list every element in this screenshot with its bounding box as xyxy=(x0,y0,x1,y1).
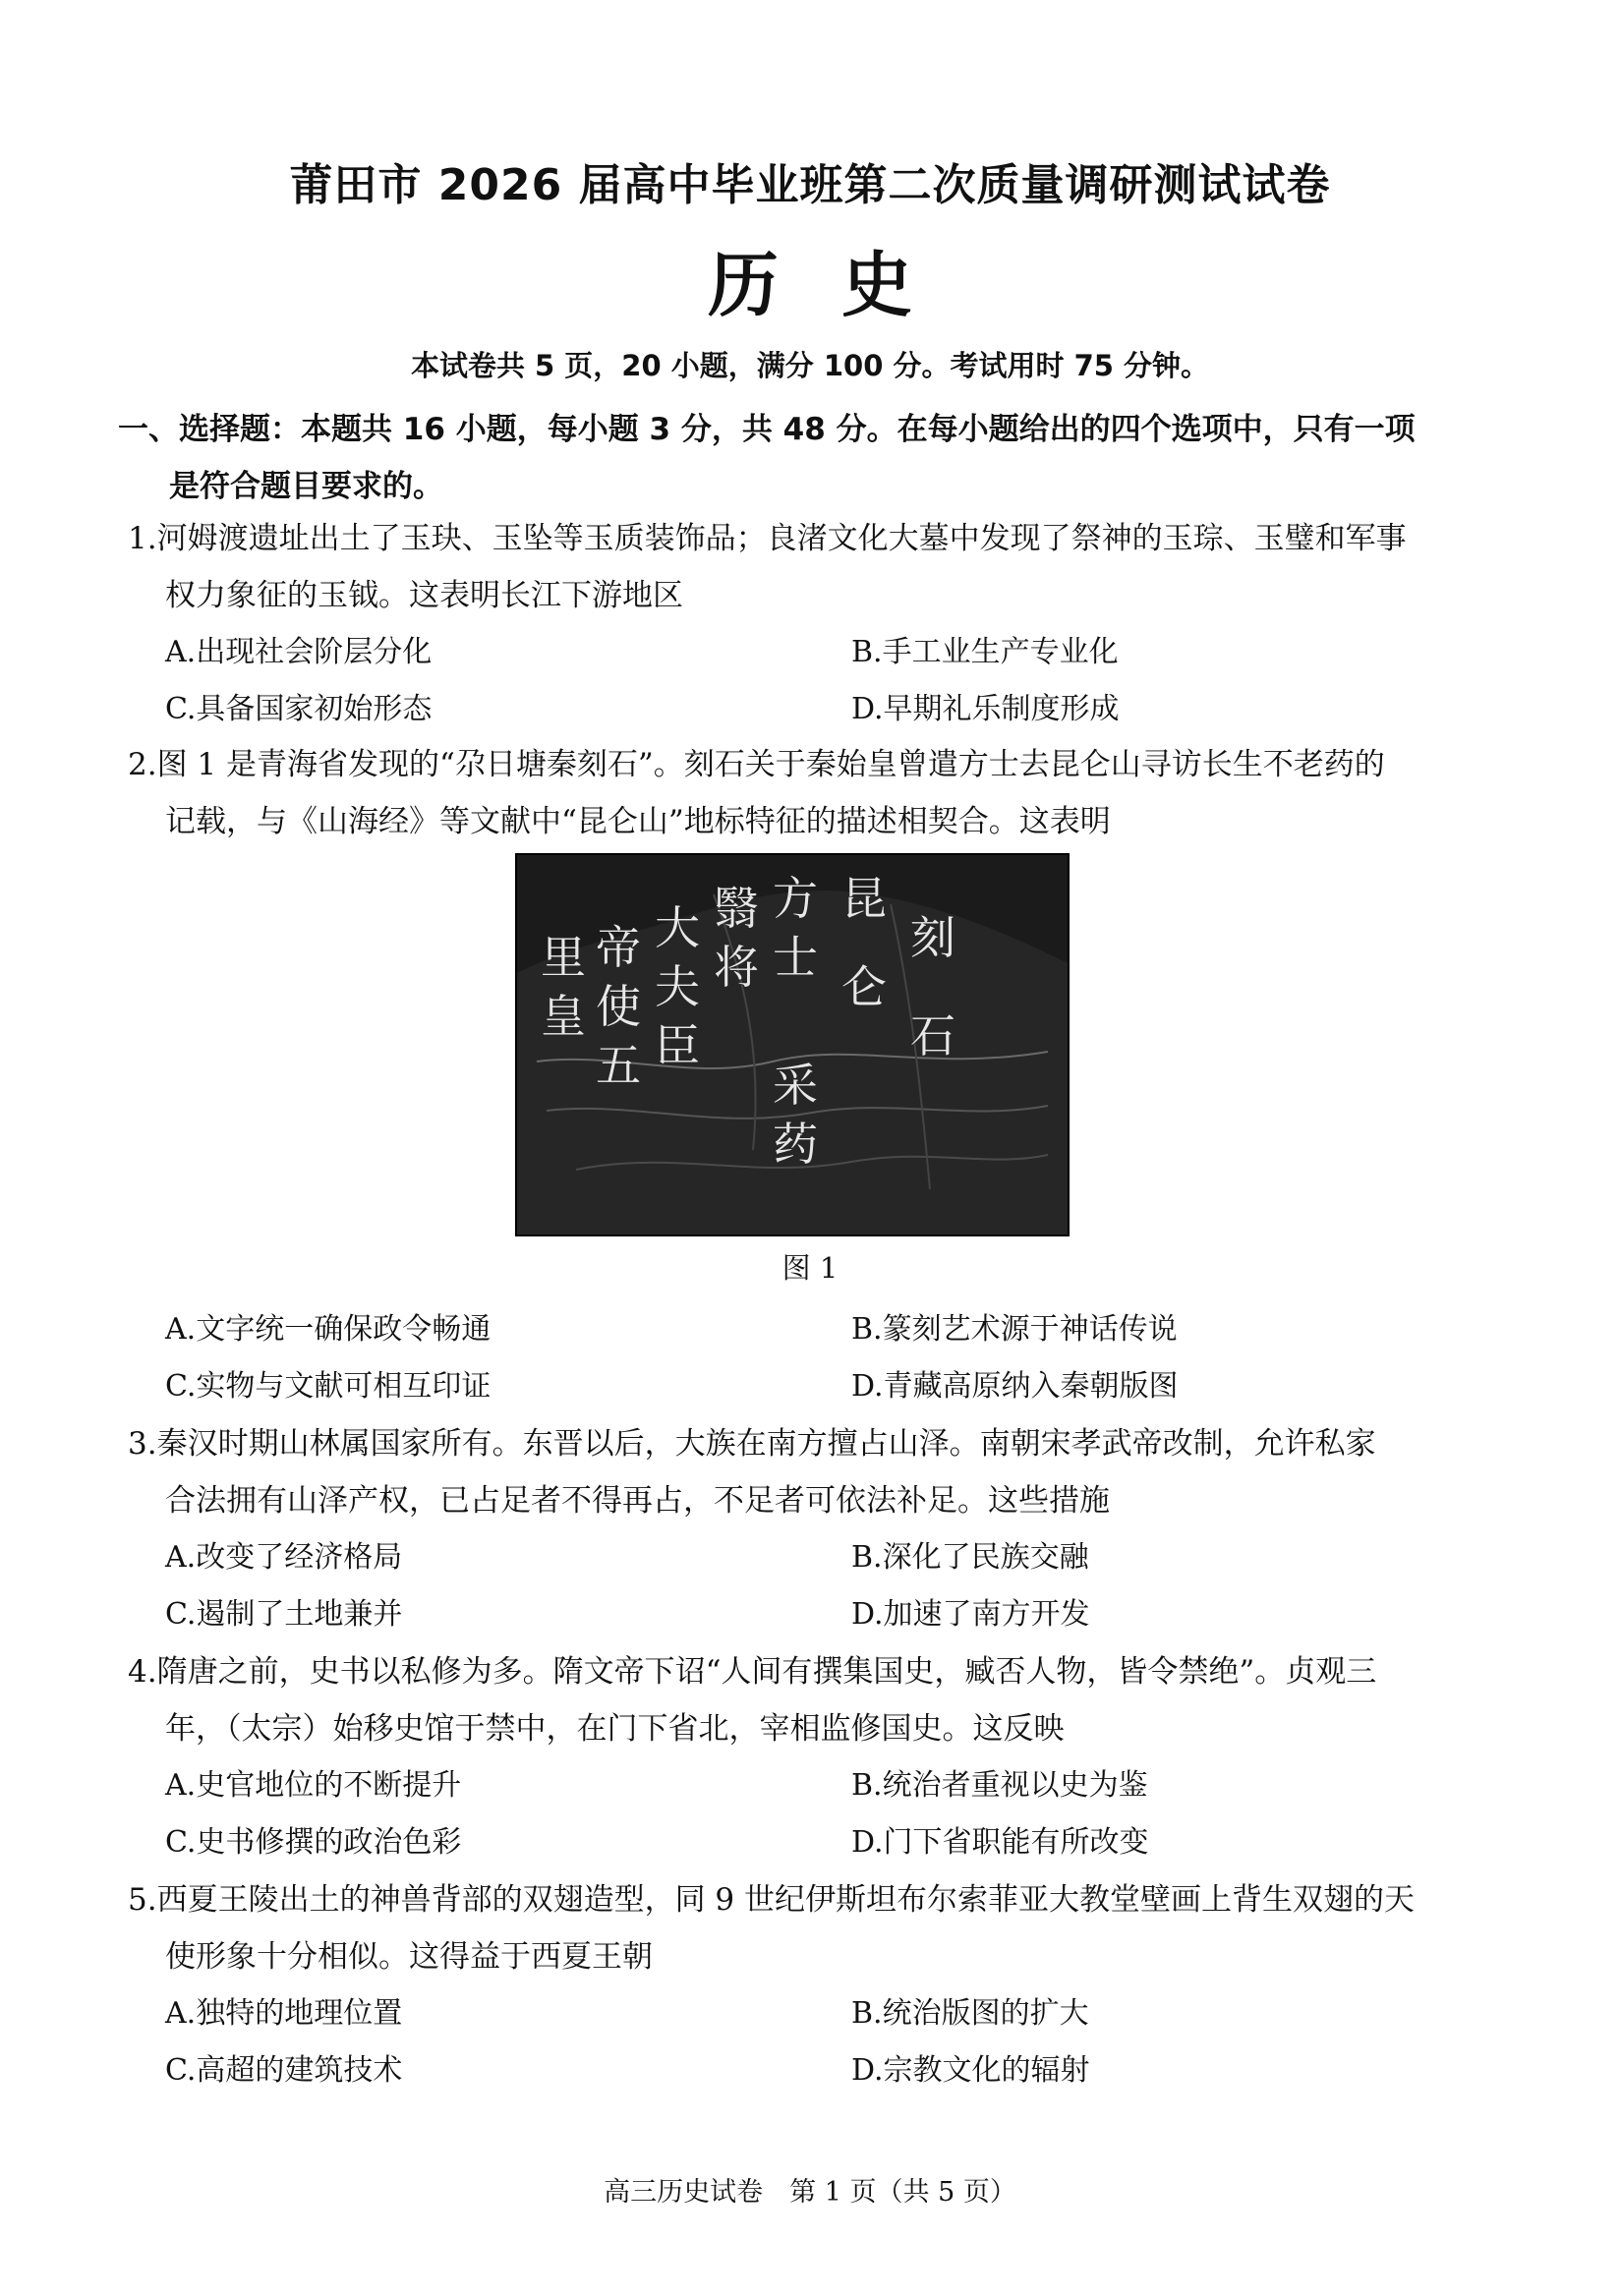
inscription-glyph: 五 xyxy=(596,1039,641,1092)
question-4-line1: 4.隋唐之前，史书以私修为多。隋文帝下诏“人间有撰集国史，臧否人物，皆令禁绝”。贞观三 xyxy=(128,1654,1377,1690)
question-2-option-a[interactable]: A.文字统一确保政令畅通 xyxy=(165,1312,492,1347)
exam-instructions: 本试卷共 5 页，20 小题，满分 100 分。考试用时 75 分钟。 xyxy=(410,349,1210,382)
section-header-line2: 是符合题目要求的。 xyxy=(169,469,443,504)
section-header xyxy=(118,401,1494,515)
question-2-option-d[interactable]: D.青藏高原纳入秦朝版图 xyxy=(851,1369,1179,1404)
inscription-glyph: 里 xyxy=(541,931,586,984)
question-5-line1: 5.西夏王陵出土的神兽背部的双翅造型，同 9 世纪伊斯坦布尔索菲亚大教堂壁画上背生双翅的天 xyxy=(128,1882,1416,1918)
question-3-line1: 3.秦汉时期山林属国家所有。东晋以后，大族在南方擅占山泽。南朝宋孝武帝改制，允许私家 xyxy=(128,1426,1376,1462)
question-1-line2: 权力象征的玉钺。这表明长江下游地区 xyxy=(165,578,683,613)
inscription-glyph: 士 xyxy=(773,931,818,984)
question-5-line2: 使形象十分相似。这得益于西夏王朝 xyxy=(165,1939,653,1975)
section-header-line1: 一、选择题：本题共 16 小题，每小题 3 分，共 48 分。在每小题给出的四个选项中，只有一项 xyxy=(118,412,1416,447)
question-2-option-c[interactable]: C.实物与文献可相互印证 xyxy=(165,1369,492,1404)
question-3-option-c[interactable]: C.遏制了土地兼并 xyxy=(165,1597,403,1632)
inscription-stone-image xyxy=(517,855,1068,1234)
question-1-option-a[interactable]: A.出现社会阶层分化 xyxy=(165,635,433,669)
subject-title: 历史 xyxy=(707,244,975,326)
figure-caption: 图 1 xyxy=(781,1251,839,1285)
inscription-glyph: 方 xyxy=(773,872,818,925)
question-3-option-b[interactable]: B.深化了民族交融 xyxy=(851,1540,1089,1575)
inscription-glyph: 药 xyxy=(773,1118,818,1171)
question-5-option-c[interactable]: C.高超的建筑技术 xyxy=(165,2053,403,2088)
question-4-option-d[interactable]: D.门下省职能有所改变 xyxy=(851,1825,1149,1860)
inscription-stone-photo xyxy=(515,853,1070,1236)
question-4-option-b[interactable]: B.统治者重视以史为鉴 xyxy=(851,1768,1148,1803)
question-3-option-d[interactable]: D.加速了南方开发 xyxy=(851,1597,1090,1632)
inscription-glyph: 臣 xyxy=(655,1019,700,1072)
question-1-option-c[interactable]: C.具备国家初始形态 xyxy=(165,692,433,726)
inscription-glyph: 昆 xyxy=(841,872,887,925)
inscription-glyph: 翳 xyxy=(714,882,759,935)
inscription-glyph: 石 xyxy=(910,1009,955,1062)
question-4-option-a[interactable]: A.史官地位的不断提升 xyxy=(165,1768,462,1803)
inscription-glyph: 采 xyxy=(773,1059,818,1112)
question-4-line2: 年，（太宗）始移史馆于禁中，在门下省北，宰相监修国史。这反映 xyxy=(165,1711,1065,1747)
question-1-option-b[interactable]: B.手工业生产专业化 xyxy=(851,635,1119,669)
inscription-glyph: 将 xyxy=(714,941,759,994)
inscription-glyph: 帝 xyxy=(596,921,641,974)
inscription-glyph: 夫 xyxy=(655,960,700,1013)
question-4-option-c[interactable]: C.史书修撰的政治色彩 xyxy=(165,1825,462,1860)
inscription-glyph: 使 xyxy=(596,980,641,1033)
question-5-option-d[interactable]: D.宗教文化的辐射 xyxy=(851,2053,1090,2088)
page-footer: 高三历史试卷 第 1 页（共 5 页） xyxy=(604,2177,1016,2208)
question-3-option-a[interactable]: A.改变了经济格局 xyxy=(165,1540,403,1575)
inscription-glyph: 皇 xyxy=(541,990,586,1043)
question-1-option-d[interactable]: D.早期礼乐制度形成 xyxy=(851,692,1120,726)
question-3-line2: 合法拥有山泽产权，已占足者不得再占，不足者可依法补足。这些措施 xyxy=(165,1483,1110,1519)
question-2-line2: 记载，与《山海经》等文献中“昆仑山”地标特征的描述相契合。这表明 xyxy=(165,804,1111,839)
inscription-glyph: 刻 xyxy=(910,911,955,964)
question-2-line1: 2.图 1 是青海省发现的“尕日塘秦刻石”。刻石关于秦始皇曾遣方士去昆仑山寻访长生不老药的 xyxy=(128,747,1385,782)
exam-title: 莆田市 2026 届高中毕业班第二次质量调研测试试卷 xyxy=(289,160,1331,210)
inscription-glyph: 仑 xyxy=(841,960,887,1013)
inscription-glyph: 大 xyxy=(655,901,700,954)
question-5-option-a[interactable]: A.独特的地理位置 xyxy=(165,1996,403,2031)
question-1-line1: 1.河姆渡遗址出土了玉玦、玉坠等玉质装饰品；良渚文化大墓中发现了祭神的玉琮、玉璧和军事 xyxy=(128,521,1407,556)
question-2-option-b[interactable]: B.篆刻艺术源于神话传说 xyxy=(851,1312,1178,1347)
question-5-option-b[interactable]: B.统治版图的扩大 xyxy=(851,1996,1089,2031)
